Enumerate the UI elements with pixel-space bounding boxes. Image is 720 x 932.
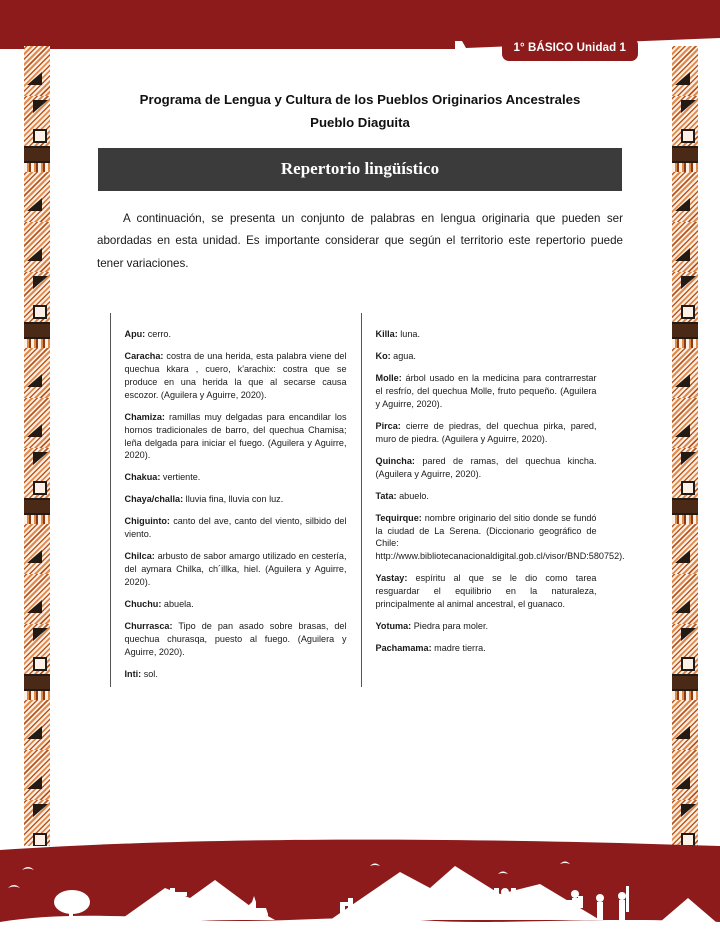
border-motif-tile <box>24 398 50 448</box>
glossary-term: Churrasca: <box>124 621 173 632</box>
glossary-term: Quincha: <box>375 455 415 466</box>
border-band <box>24 146 50 163</box>
border-diagonal-stripes <box>24 574 50 624</box>
border-diagonal-stripes <box>24 750 50 800</box>
glossary-definition: abuela. <box>161 599 194 610</box>
glossary-entry <box>376 420 597 446</box>
glossary-term: Yotuma: <box>375 621 412 632</box>
border-triangle <box>27 726 42 739</box>
glossary-definition: luna. <box>397 329 420 340</box>
glossary-term: Yastay: <box>375 573 408 584</box>
glossary-definition: árbol usado en la medicina para contrarrestar el resfrío, del quechua Molle, fruto pequeño. (Aguilera y Aguirre, 2020). <box>375 373 597 409</box>
border-triangle <box>27 600 42 613</box>
border-motif-tile <box>672 700 698 750</box>
border-triangle <box>33 100 48 113</box>
border-triangle <box>27 72 42 85</box>
border-triangle <box>27 776 42 789</box>
border-square-motif <box>681 305 695 319</box>
glossary-definition: espíritu al que se le dio como tarea resguardar el equilibrio en la naturaleza, principalmente al animal ancestral, el guanaco. <box>375 573 597 610</box>
border-triangle <box>675 550 690 563</box>
glossary-entry <box>125 493 347 506</box>
glossary-term: Chaya/challa: <box>124 494 184 505</box>
glossary-box <box>110 313 625 687</box>
border-motif-tile <box>672 398 698 448</box>
glossary-term: Pirca: <box>375 420 401 431</box>
border-triangle <box>681 100 696 113</box>
glossary-entry <box>125 550 347 589</box>
border-motif-tile <box>672 172 698 222</box>
border-motif-tile <box>672 524 698 574</box>
border-triangle <box>675 424 690 437</box>
border-motif-tile <box>24 96 50 146</box>
glossary-definition: abuelo. <box>396 490 429 501</box>
glossary-definition: cierre de piedras, del quechua pirka, pared, muro de piedra. (Aguilera y Aguirre, 2020). <box>375 420 597 444</box>
border-square-motif <box>33 305 47 319</box>
glossary-term: Chilca: <box>124 551 155 562</box>
glossary-definition: pared de ramas, del quechua kincha. (Aguilera y Aguirre, 2020). <box>375 455 597 479</box>
section-title-bar: Repertorio lingüístico <box>98 148 622 191</box>
border-triangle <box>27 374 42 387</box>
unit-badge: 1° BÁSICO Unidad 1 <box>502 38 638 61</box>
border-stripe <box>24 515 50 524</box>
decorative-border-left <box>24 46 50 846</box>
border-band <box>24 322 50 339</box>
glossary-term: Ko: <box>375 351 391 362</box>
border-motif-tile <box>24 272 50 322</box>
program-title-line1: Programa de Lengua y Cultura de los Pueblos Originarios Ancestrales <box>139 92 581 107</box>
border-motif-tile <box>24 700 50 750</box>
border-triangle <box>675 600 690 613</box>
border-diagonal-stripes <box>24 222 50 272</box>
border-diagonal-stripes <box>24 172 50 222</box>
glossary-term: Inti: <box>124 669 142 679</box>
border-square-motif <box>681 481 695 495</box>
border-stripe <box>672 163 698 172</box>
border-band <box>24 674 50 691</box>
border-diagonal-stripes <box>672 398 698 448</box>
glossary-definition: Tipo de pan asado sobre brasas, del quechua churasqa, puesto al fuego. (Aguilera y Aguirre, 2020). <box>124 621 347 657</box>
footer-illustration <box>0 836 720 932</box>
border-triangle <box>681 276 696 289</box>
program-title-line2: Pueblo Diaguita <box>310 115 410 131</box>
border-pattern-strip <box>672 46 698 846</box>
glossary-column-right <box>361 313 625 687</box>
glossary-definition: ramillas muy delgadas para encandilar los hornos tradicionales de barro, del quechua Chamisa; leña delgada para iniciar el fuego. (Aguilera y Aguirre, 2020). <box>124 411 347 461</box>
border-motif-tile <box>672 272 698 322</box>
border-square-motif <box>33 481 47 495</box>
border-motif-tile <box>24 524 50 574</box>
border-stripe <box>24 339 50 348</box>
border-triangle <box>675 776 690 789</box>
border-triangle <box>27 198 42 211</box>
glossary-term: Killa: <box>375 329 398 340</box>
glossary-definition: arbusto de sabor amargo utilizado en cestería, del aymara Chilka, ch´illka, hiel. (Aguilera y Aguirre, 2020). <box>124 551 347 588</box>
border-diagonal-stripes <box>672 348 698 398</box>
glossary-term: Apu: <box>124 329 146 340</box>
border-diagonal-stripes <box>24 46 50 96</box>
border-triangle <box>33 452 48 465</box>
border-diagonal-stripes <box>672 700 698 750</box>
glossary-term: Chiguinto: <box>124 516 170 527</box>
border-motif-tile <box>672 46 698 96</box>
glossary-term: Chuchu: <box>124 599 162 610</box>
glossary-definition: cerro. <box>145 329 171 340</box>
border-motif-tile <box>24 574 50 624</box>
border-square-motif <box>33 657 47 671</box>
border-motif-tile <box>24 750 50 800</box>
border-diagonal-stripes <box>672 222 698 272</box>
border-motif-tile <box>672 624 698 674</box>
intro-paragraph <box>97 208 623 275</box>
document-title <box>90 88 630 134</box>
glossary-definition: madre tierra. <box>431 643 486 654</box>
border-triangle <box>27 550 42 563</box>
border-triangle <box>27 424 42 437</box>
border-triangle <box>675 72 690 85</box>
border-triangle <box>675 198 690 211</box>
border-triangle <box>681 628 696 641</box>
glossary-entry <box>125 620 347 659</box>
glossary-term: Tata: <box>375 490 397 501</box>
border-diagonal-stripes <box>24 700 50 750</box>
border-triangle <box>681 452 696 465</box>
border-band <box>24 498 50 515</box>
border-motif-tile <box>24 348 50 398</box>
border-band <box>672 322 698 339</box>
glossary-term: Pachamama: <box>375 643 432 654</box>
border-motif-tile <box>24 172 50 222</box>
glossary-term: Chamiza: <box>124 411 165 422</box>
glossary-entry <box>376 350 597 363</box>
glossary-term: Chakua: <box>124 472 161 483</box>
border-motif-tile <box>672 348 698 398</box>
glossary-term: Caracha: <box>124 351 164 362</box>
decorative-border-right <box>672 46 698 846</box>
border-diagonal-stripes <box>672 172 698 222</box>
glossary-entry <box>375 512 625 564</box>
border-triangle <box>27 248 42 261</box>
glossary-definition: costra de una herida, esta palabra viene del quechua kkara , cuero, k'arachix: costra que se produce en una herida la que al secarse causa escozor. (Aguilera y Aguirre, 2020). <box>124 351 347 400</box>
border-motif-tile <box>672 448 698 498</box>
glossary-entry <box>376 328 597 341</box>
border-diagonal-stripes <box>672 750 698 800</box>
border-band <box>672 146 698 163</box>
border-band <box>672 498 698 515</box>
glossary-definition: Piedra para moler. <box>411 621 489 632</box>
border-stripe <box>672 339 698 348</box>
glossary-term: Tequirque: <box>375 512 422 523</box>
border-band <box>672 674 698 691</box>
glossary-entry <box>376 490 597 503</box>
glossary-entry <box>125 328 347 341</box>
border-motif-tile <box>24 448 50 498</box>
glossary-definition: sol. <box>141 669 158 679</box>
glossary-entry <box>125 471 347 484</box>
glossary-term: Molle: <box>375 373 402 384</box>
glossary-entry <box>125 350 347 402</box>
border-triangle <box>675 248 690 261</box>
glossary-definition: nombre originario del sitio donde se fundó la ciudad de La Serena. (Diccionario geográfico de Chile: http://www.bibliotecanacionaldigital.gob.cl/visor/BND:580752). <box>375 512 625 562</box>
glossary-entry <box>125 598 347 611</box>
border-stripe <box>672 691 698 700</box>
border-diagonal-stripes <box>672 524 698 574</box>
glossary-definition: lluvia fina, lluvia con luz. <box>183 494 284 505</box>
border-triangle <box>681 804 696 817</box>
glossary-definition: vertiente. <box>160 472 201 483</box>
glossary-definition: agua. <box>390 351 416 362</box>
border-diagonal-stripes <box>672 574 698 624</box>
glossary-entry <box>376 455 597 481</box>
border-stripe <box>672 515 698 524</box>
glossary-entry <box>125 668 347 681</box>
border-diagonal-stripes <box>24 524 50 574</box>
glossary-column-left <box>111 313 361 687</box>
border-diagonal-stripes <box>672 46 698 96</box>
border-motif-tile <box>672 574 698 624</box>
intro-text: A continuación, se presenta un conjunto de palabras en lengua originaria que pueden ser abordadas en esta unidad. Es importante considerar que según el territorio este repertorio puede tener variaciones. <box>97 212 623 270</box>
glossary-definition: canto del ave, canto del viento, silbido del viento. <box>124 516 347 540</box>
border-triangle <box>33 804 48 817</box>
border-motif-tile <box>24 46 50 96</box>
glossary-entry <box>376 642 597 655</box>
glossary-entry <box>376 572 597 611</box>
border-diagonal-stripes <box>24 348 50 398</box>
border-motif-tile <box>672 222 698 272</box>
border-motif-tile <box>24 624 50 674</box>
border-triangle <box>675 374 690 387</box>
border-triangle <box>675 726 690 739</box>
border-triangle <box>33 276 48 289</box>
border-square-motif <box>681 657 695 671</box>
border-triangle <box>33 628 48 641</box>
border-motif-tile <box>672 750 698 800</box>
border-square-motif <box>681 129 695 143</box>
border-stripe <box>24 691 50 700</box>
glossary-entry <box>376 620 597 633</box>
border-square-motif <box>33 129 47 143</box>
border-motif-tile <box>672 96 698 146</box>
border-diagonal-stripes <box>24 398 50 448</box>
glossary-entry <box>376 372 597 411</box>
border-pattern-strip <box>24 46 50 846</box>
border-motif-tile <box>24 222 50 272</box>
border-stripe <box>24 163 50 172</box>
glossary-entry <box>125 411 347 463</box>
glossary-entry <box>125 515 347 541</box>
